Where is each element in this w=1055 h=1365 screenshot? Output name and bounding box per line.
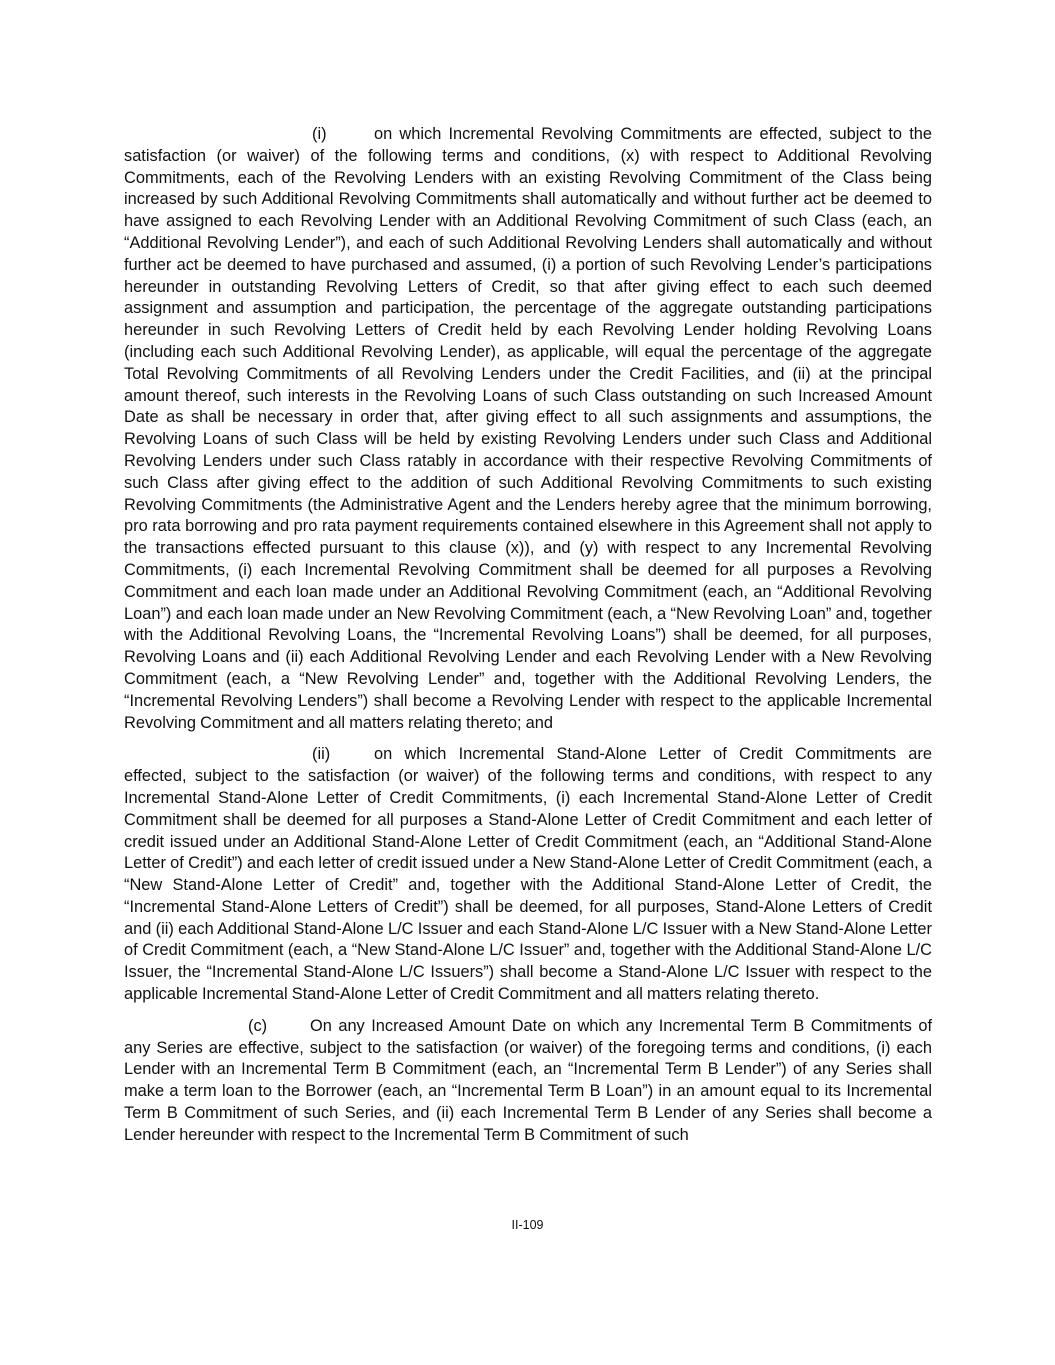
paragraph-number: (ii)	[312, 745, 331, 764]
paragraph-number: (i)	[312, 125, 327, 143]
paragraph-ii	[124, 744, 932, 1006]
document-body	[124, 124, 932, 1147]
paragraph-i	[124, 124, 932, 734]
paragraph-number: (c)	[248, 1016, 268, 1035]
paragraph-text: on which Incremental Revolving Commitments are effected, subject to the satisfaction (or waiver) of the following terms and conditions, (x) with respect to Additional Revolving Commitments, each of the Revolving Lenders with an existing Revolving Commitment of the Class being increased by such Additional Revolving Commitments shall automatically and without further act be deemed to have assigned to each Revolving Lender with an Additional Revolving Commitment of such Class (each, an “Additional Revolving Lender”), and each of such Additional Revolving Lenders shall automatically and without further act be deemed to have purchased and assumed, (i) a portion of such Revolving Lender’s participations hereunder in outstanding Revolving Letters of Credit, so that after giving effect to each such deemed assignment and assumption and participation, the percentage of the aggregate outstanding participations hereunder in such Revolving Letters of Credit held by each Revolving Lender holding Revolving Loans (including each such Additional Revolving Lender), as applicable, will equal the percentage of the aggregate Total Revolving Commitments of all Revolving Lenders under the Credit Facilities, and (ii) at the principal amount thereof, such interests in the Revolving Loans of such Class outstanding on such Increased Amount Date as shall be necessary in order that, after giving effect to all such assignments and assumptions, the Revolving Loans of such Class will be held by existing Revolving Lenders under such Class and Additional Revolving Lenders under such Class ratably in accordance with their respective Revolving Commitments of such Class after giving effect to the addition of such Additional Revolving Commitments to such existing Revolving Commitments (the Administrative Agent and the Lenders hereby agree that the minimum borrowing, pro rata borrowing and pro rata payment requirements contained elsewhere in this Agreement shall not apply to the transactions effected pursuant to this clause (x)), and (y) with respect to any Incremental Revolving Commitments, (i) each Incremental Revolving Commitment shall be deemed for all purposes a Revolving Commitment and each loan made under an Additional Revolving Commitment (each, an “Additional Revolving Loan”) and each loan made under an New Revolving Commitment (each, a “New Revolving Loan” and, together with the Additional Revolving Loans, the “Incremental Revolving Loans”) shall be deemed, for all purposes, Revolving Loans and (ii) each Additional Revolving Lender and each Revolving Lender with a New Revolving Commitment (each, a “New Revolving Lender” and, together with the Additional Revolving Lenders, the “Incremental Revolving Lenders”) shall become a Revolving Lender with respect to the applicable Incremental Revolving Commitment and all matters relating thereto; and	[124, 125, 932, 732]
paragraph-c	[124, 1016, 932, 1147]
paragraph-text: on which Incremental Stand-Alone Letter of Credit Commitments are effected, subject to the satisfaction (or waiver) of the following terms and conditions, with respect to any Incremental Stand-Alone Letter of Credit Commitments, (i) each Incremental Stand-Alone Letter of Credit Commitment shall be deemed for all purposes a Stand-Alone Letter of Credit Commitment and each letter of credit issued under an Additional Stand-Alone Letter of Credit Commitment (each, an “Additional Stand-Alone Letter of Credit”) and each letter of credit issued under a New Stand-Alone Letter of Credit Commitment (each, a “New Stand-Alone Letter of Credit” and, together with the Additional Stand-Alone Letter of Credit, the “Incremental Stand-Alone Letters of Credit”) shall be deemed, for all purposes, Stand-Alone Letters of Credit and (ii) each Additional Stand-Alone L/C Issuer and each Stand-Alone L/C Issuer with a New Stand-Alone Letter of Credit Commitment (each, a “New Stand-Alone L/C Issuer” and, together with the Additional Stand-Alone L/C Issuer, the “Incremental Stand-Alone L/C Issuers”) shall become a Stand-Alone L/C Issuer with respect to the applicable Incremental Stand-Alone Letter of Credit Commitment and all matters relating thereto.	[124, 745, 932, 1004]
page-number: II-109	[511, 1218, 544, 1232]
paragraph-text: On any Increased Amount Date on which any Incremental Term B Commitments of any Series are effective, subject to the satisfaction (or waiver) of the foregoing terms and conditions, (i) each Lender with an Incremental Term B Commitment (each, an “Incremental Term B Lender”) of any Series shall make a term loan to the Borrower (each, an “Incremental Term B Loan”) in an amount equal to its Incremental Term B Commitment of such Series, and (ii) each Incremental Term B Lender of any Series shall become a Lender hereunder with respect to the Incremental Term B Commitment of such	[124, 1016, 932, 1144]
